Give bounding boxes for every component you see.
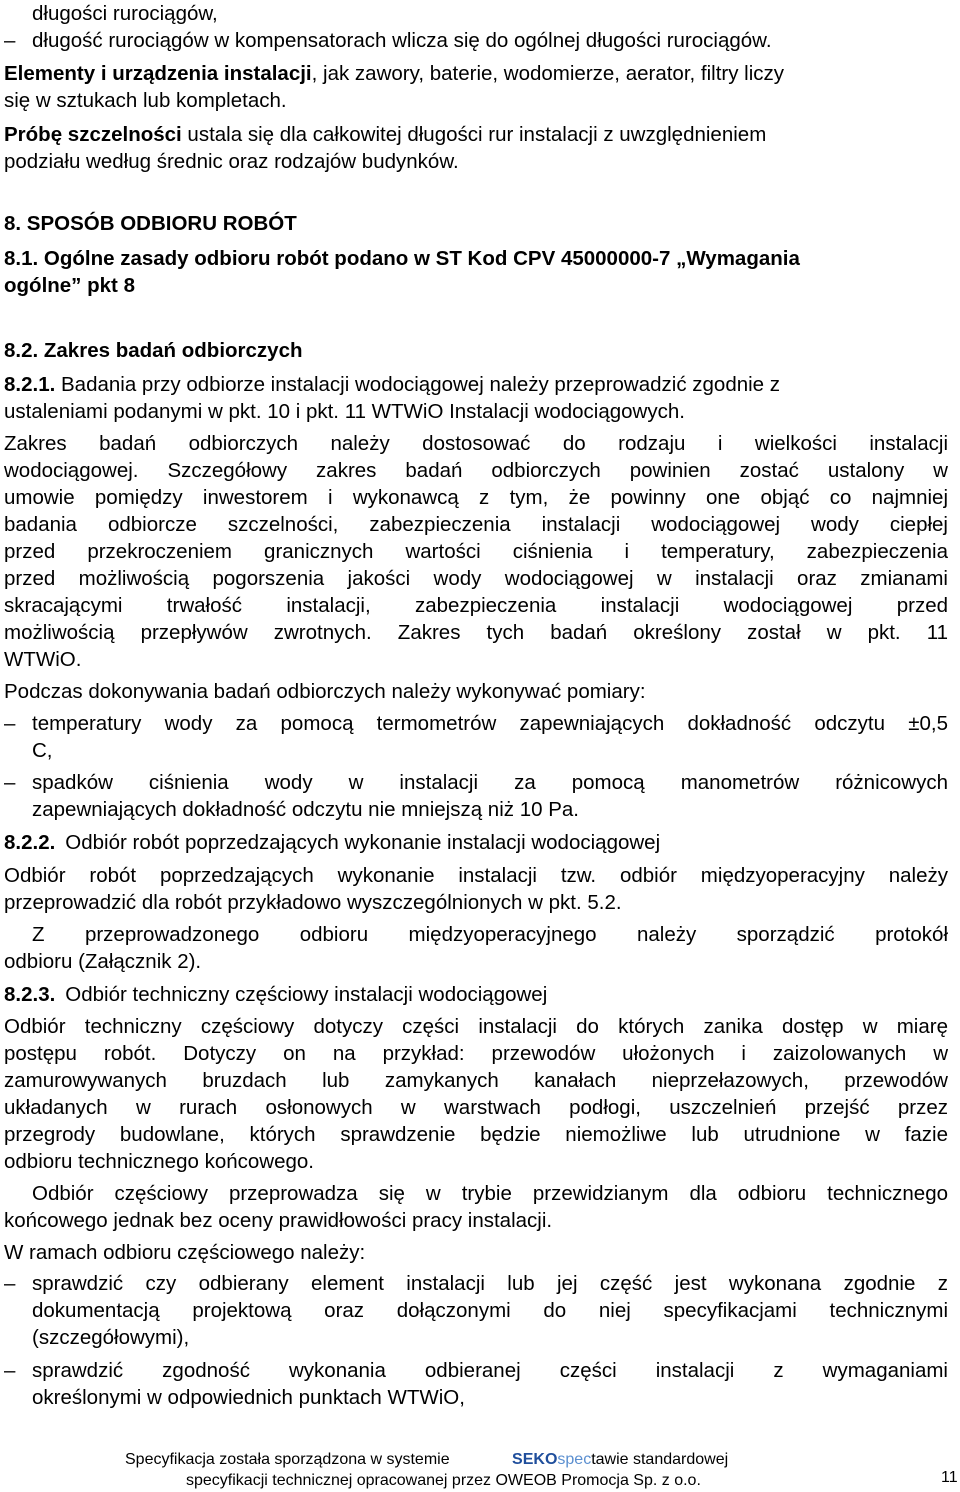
paragraph-text: ustala się dla całkowitej długości rur instalacji z uwzględnieniem	[181, 123, 767, 146]
paragraph-line: przed możliwością pogorszenia jakości wody wodociągowej w instalacji oraz zmianami	[4, 567, 948, 590]
dash-bullet: –	[4, 1359, 16, 1382]
section-number: 8.2.1.	[4, 373, 56, 396]
paragraph-line: przegrody budowlane, których sprawdzenie będzie niemożliwe lub utrudnione w fazie	[4, 1123, 948, 1146]
list-item: zapewniających dokładność odczytu nie mniejszą niż 10 Pa.	[32, 798, 579, 821]
section-number: 8.2.3.	[4, 983, 56, 1006]
subsection-heading: 8.2. Zakres badań odbiorczych	[4, 339, 303, 362]
paragraph-line: postępu robót. Dotyczy on na przykład: przewodów ułożonych i zaizolowanych w	[4, 1042, 948, 1065]
paragraph-line: Zakres badań odbiorczych należy dostosować do rodzaju i wielkości instalacji	[4, 432, 948, 455]
footer-line-1	[125, 1450, 728, 1470]
list-item: dokumentacją projektową oraz dołączonymi do niej specyfikacjami technicznymi	[32, 1299, 948, 1322]
paragraph-line: się w sztukach lub kompletach.	[4, 89, 287, 112]
paragraph-line: Odbiór techniczny częściowy dotyczy części instalacji do których zanika dostęp w miarę	[4, 1015, 948, 1038]
paragraph-text: Badania przy odbiorze instalacji wodociągowej należy przeprowadzić zgodnie z	[55, 373, 781, 396]
footer-brand-logo-suffix: spec	[557, 1451, 592, 1468]
paragraph-line: WTWiO.	[4, 648, 82, 671]
page-number: 11	[941, 1469, 958, 1486]
list-item: temperatury wody za pomocą termometrów zapewniających dokładność odczytu ±0,5	[32, 712, 948, 735]
footer-text: Specyfikacja została sporządzona w systemie	[125, 1451, 450, 1468]
paragraph-line: umowie pomiędzy inwestorem i wykonawcą z tym, że powinny one objąć co najmniej	[4, 486, 948, 509]
footer-line-2: specyfikacji technicznej opracowanej przez OWEOB Promocja Sp. z o.o.	[186, 1472, 701, 1489]
list-item	[32, 27, 948, 54]
paragraph-line: Odbiór częściowy przeprowadza się w trybie przewidzianym dla odbioru technicznego	[32, 1182, 948, 1205]
subsection-title: Odbiór techniczny częściowy instalacji wodociągowej	[65, 983, 548, 1006]
section-heading: 8. SPOSÓB ODBIORU ROBÓT	[4, 212, 297, 235]
list-item: sprawdzić zgodność wykonania odbieranej części instalacji z wymaganiami	[32, 1359, 948, 1382]
subsection-title: Odbiór robót poprzedzających wykonanie instalacji wodociągowej	[65, 831, 661, 854]
paragraph-line: możliwością przepływów zwrotnych. Zakres tych badań określony został w pkt. 11	[4, 621, 948, 644]
paragraph-line: odbioru technicznego końcowego.	[4, 1150, 314, 1173]
paragraph-line: przeprowadzić dla robót przykładowo wyszczególnionych w pkt. 5.2.	[4, 891, 622, 914]
list-item-text: długości rurociągów,	[32, 2, 218, 25]
footer-text: tawie standardowej	[591, 1451, 729, 1468]
paragraph-line: badania odbiorcze szczelności, zabezpieczenia instalacji wodociągowej wody ciepłej	[4, 513, 948, 536]
subsection-heading	[4, 829, 948, 856]
section-number: 8.2.2.	[4, 831, 56, 854]
paragraph-line: odbioru (Załącznik 2).	[4, 950, 202, 973]
dash-bullet: –	[4, 771, 16, 794]
dash-bullet: –	[4, 712, 16, 735]
subsection-heading	[4, 981, 948, 1008]
paragraph-line	[4, 121, 948, 148]
list-item	[32, 0, 948, 27]
paragraph-line: ustaleniami podanymi w pkt. 10 i pkt. 11 WTWiO Instalacji wodociągowych.	[4, 400, 685, 423]
paragraph-line	[4, 60, 948, 87]
paragraph-line: Z przeprowadzonego odbioru międzyoperacyjnego należy sporządzić protokół	[32, 923, 948, 946]
paragraph-line: W ramach odbioru częściowego należy:	[4, 1241, 366, 1264]
list-item: (szczegółowymi),	[32, 1326, 190, 1349]
paragraph-line: końcowego jednak bez oceny prawidłowości pracy instalacji.	[4, 1209, 553, 1232]
paragraph-text: , jak zawory, baterie, wodomierze, aerator, filtry liczy	[311, 62, 785, 85]
paragraph-line: przed przekroczeniem granicznych wartości ciśnienia i temperatury, zabezpieczenia	[4, 540, 948, 563]
subsection-heading: 8.1. Ogólne zasady odbioru robót podano w ST Kod CPV 45000000-7 „Wymagania	[4, 247, 800, 270]
dash-bullet: –	[4, 1272, 16, 1295]
bold-term: Próbę szczelności	[4, 123, 182, 146]
paragraph-line: podziału według średnic oraz rodzajów budynków.	[4, 150, 459, 173]
list-item: C,	[32, 739, 53, 762]
dash-bullet: –	[4, 29, 16, 52]
bold-term: Elementy i urządzenia instalacji	[4, 62, 312, 85]
footer-brand-logo: SEKO	[512, 1451, 558, 1468]
subsection-heading: ogólne” pkt 8	[4, 274, 135, 297]
list-item-text: długość rurociągów w kompensatorach wlicza się do ogólnej długości rurociągów.	[32, 29, 772, 52]
list-item: spadków ciśnienia wody w instalacji za pomocą manometrów różnicowych	[32, 771, 948, 794]
paragraph-line: układanych w rurach osłonowych w warstwach podłogi, uszczelnień przejść przez	[4, 1096, 948, 1119]
paragraph-line: Podczas dokonywania badań odbiorczych należy wykonywać pomiary:	[4, 680, 646, 703]
list-item: określonymi w odpowiednich punktach WTWiO,	[32, 1386, 465, 1409]
list-item: sprawdzić czy odbierany element instalacji lub jej część jest wykonana zgodnie z	[32, 1272, 948, 1295]
paragraph-line: wodociągowej. Szczegółowy zakres badań odbiorczych powinien zostać ustalony w	[4, 459, 948, 482]
paragraph-line: Odbiór robót poprzedzających wykonanie instalacji tzw. odbiór międzyoperacyjny należy	[4, 864, 948, 887]
paragraph-line: skracającymi trwałość instalacji, zabezpieczenia instalacji wodociągowej przed	[4, 594, 948, 617]
paragraph-line: zamurowywanych bruzdach lub zamykanych kanałach nieprzełazowych, przewodów	[4, 1069, 948, 1092]
paragraph-line	[4, 371, 948, 398]
